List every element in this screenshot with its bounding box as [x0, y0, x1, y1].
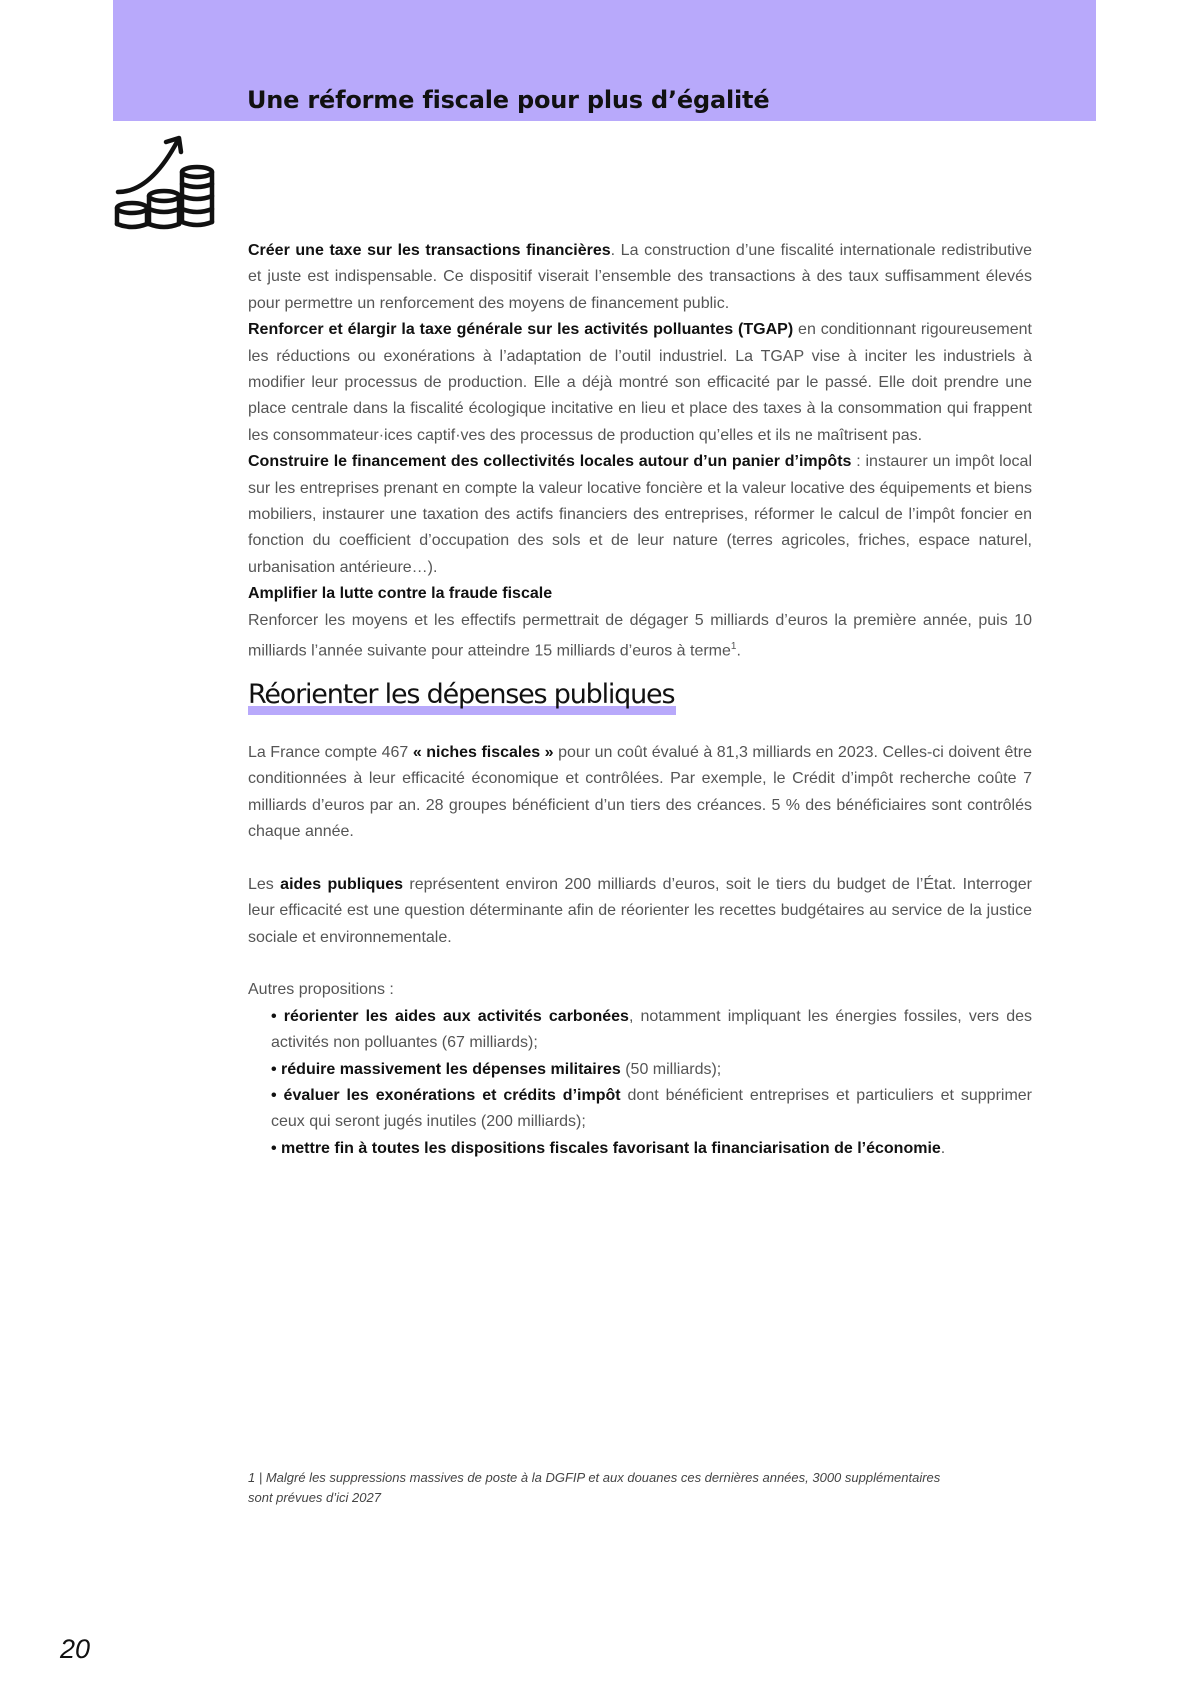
paragraph-end: .: [736, 642, 741, 660]
list-item-heading: réorienter les aides aux activités carbonées: [283, 1007, 629, 1025]
list-item: [271, 1083, 1032, 1136]
list-item-heading: mettre fin à toutes les dispositions fiscales favorisant la financiarisation de l’économie: [281, 1139, 941, 1157]
paragraph-fraud-heading: [248, 581, 1032, 607]
header-band: [113, 0, 1096, 121]
list-item-text: .: [940, 1139, 946, 1157]
paragraph-tgap: [248, 317, 1032, 449]
paragraph-emphasis: « niches fiscales »: [412, 743, 554, 761]
paragraph-text: : instaurer un impôt local sur les entreprises prenant en compte la valeur locative foncière et la valeur locative des équipements et biens mobiliers, instaurer une taxation des actifs financiers des entreprises, réformer le calcul de l’impôt foncier en fonction du coefficient d’occupation des sols et de leur nature (terres agricoles, friches, espace naturel, urbanisation antérieure…).: [248, 453, 1033, 576]
paragraph-niches: [248, 740, 1032, 846]
list-item: [271, 1136, 1032, 1162]
list-item: [271, 1057, 1032, 1083]
paragraph-text: pour un coût évalué à 81,3 milliards en 2023. Celles-ci doivent être conditionnées à leur efficacité économique et contrôlées. Par exemple, le Crédit d’impôt recherche coûte 7 milliards d’euros par an. 28 groupes bénéficient d’un tiers des créances. 5 % des bénéficiaires sont contrôlés chaque année.: [248, 743, 1033, 841]
footnote-ref[interactable]: 1: [730, 641, 737, 653]
proposals-list: [271, 1004, 1032, 1162]
paragraph-text: La France compte 467: [248, 743, 413, 761]
page-title: Une réforme fiscale pour plus d’égalité: [247, 86, 770, 114]
other-proposals-label: Autres propositions :: [248, 981, 394, 999]
paragraph-emphasis: aides publiques: [280, 875, 404, 893]
main-content: [248, 238, 1032, 1162]
list-item-heading: évaluer les exonérations et crédits d’impôt: [283, 1087, 621, 1105]
paragraph-text: représentent environ 200 milliards d’euros, soit le tiers du budget de l’État. Interroger leur efficacité est une question déterminante afin de réorienter les recettes budgétaires au service de la justice sociale et environnementale.: [248, 875, 1032, 946]
paragraph-fraud: [248, 608, 1032, 665]
paragraph-text: Renforcer les moyens et les effectifs permettrait de dégager 5 milliards d’euros la première année, puis 10 milliards l’année suivante pour atteindre 15 milliards d’euros à terme: [248, 611, 1032, 660]
paragraph-heading: Construire le financement des collectivités locales autour d’un panier d’impôts: [248, 453, 852, 471]
paragraph-text: . La construction d’une fiscalité internationale redistributive et juste est indispensable. Ce dispositif viserait l’ensemble des transactions à des taux suffisamment élevés pour permettre un renforcement des moyens de financement public.: [248, 242, 1032, 312]
paragraph-text: Les: [248, 875, 281, 893]
paragraph-text: en conditionnant rigoureusement les réductions ou exonérations à l’adaptation de l’outil industriel. La TGAP vise à inciter les industriels à modifier leur processus de production. Elle a déjà montré son efficacité par le passé. Elle doit prendre une place centrale dans la fiscalité écologique incitative en lieu et place des taxes à la consommation qui frappent les consommateur·ices captif·ves des processus de production qu’elles et ils ne maîtrisent pas.: [248, 321, 1033, 444]
list-item-text: (50 milliards);: [620, 1060, 722, 1078]
section-title: Réorienter les dépenses publiques: [248, 679, 676, 715]
footnote: 1 | Malgré les suppressions massives de poste à la DGFIP et aux douanes ces dernières années, 3000 supplémentaires sont prévues d’ici 2027: [248, 1470, 941, 1505]
paragraph-heading: Créer une taxe sur les transactions financières: [248, 242, 611, 259]
list-item-text: dont bénéficient entreprises et particuliers et supprimer ceux qui seront jugés inutiles (200 milliards);: [271, 1087, 1033, 1131]
list-item-text: , notamment impliquant les énergies fossiles, vers des activités non polluantes (67 milliards);: [271, 1007, 1032, 1052]
paragraph-transaction-tax: [248, 238, 1032, 317]
coins-growth-icon: [112, 134, 216, 234]
paragraph-heading: Renforcer et élargir la taxe générale sur les activités polluantes (TGAP): [248, 321, 794, 339]
list-item-heading: réduire massivement les dépenses militaires: [281, 1060, 621, 1078]
page-number: 20: [60, 1634, 91, 1664]
paragraph-heading: Amplifier la lutte contre la fraude fiscale: [248, 585, 553, 603]
paragraph-aides: [248, 872, 1032, 951]
paragraph-local-finance: [248, 449, 1032, 581]
list-item: [271, 1004, 1032, 1057]
